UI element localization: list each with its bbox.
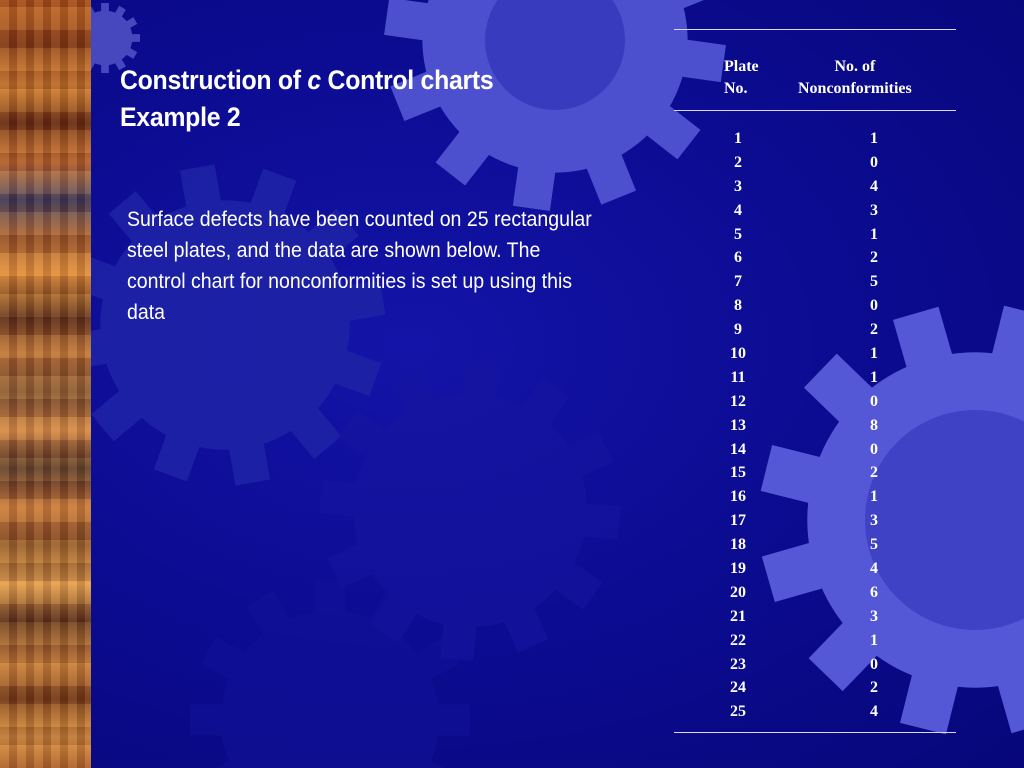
cell-nonconformities: 0: [870, 153, 878, 171]
table-row: [674, 199, 956, 223]
cell-nonconformities: 3: [870, 512, 878, 530]
slide-title: [120, 62, 493, 136]
table-row: [674, 151, 956, 175]
cell-plate-no: 23: [730, 655, 746, 673]
table-row: [674, 270, 956, 294]
table-row: [674, 461, 956, 485]
cell-nonconformities: 1: [870, 488, 878, 506]
cell-nonconformities: 2: [870, 464, 878, 482]
cell-plate-no: 5: [734, 225, 742, 243]
table-row: [674, 342, 956, 366]
cell-plate-no: 1: [734, 130, 742, 147]
cell-nonconformities: 1: [870, 368, 878, 386]
cell-plate-no: 17: [730, 512, 746, 530]
title-suffix: Control charts: [320, 65, 494, 95]
cell-nonconformities: 1: [870, 130, 878, 147]
cell-plate-no: 25: [730, 703, 746, 721]
table-body: [674, 111, 956, 732]
slide-title-line2: Example 2: [120, 102, 241, 132]
table-row: [674, 605, 956, 629]
cell-plate-no: 4: [734, 201, 742, 219]
header-count-line1: No. of: [834, 58, 876, 75]
cell-plate-no: 10: [730, 345, 746, 363]
cell-plate-no: 11: [730, 368, 746, 386]
cell-nonconformities: 5: [870, 536, 878, 554]
cell-nonconformities: 4: [870, 177, 878, 195]
cell-nonconformities: 1: [870, 631, 878, 649]
cell-plate-no: 13: [730, 416, 746, 434]
cell-nonconformities: 5: [870, 273, 878, 291]
table-row: [674, 318, 956, 342]
cell-nonconformities: 8: [870, 416, 878, 434]
table-row: [674, 509, 956, 533]
cell-nonconformities: 6: [870, 583, 878, 601]
header-plate-line2: No.: [724, 80, 748, 97]
cell-nonconformities: 2: [870, 679, 878, 697]
cell-plate-no: 9: [734, 321, 742, 339]
table-header: [674, 30, 956, 110]
table-row: [674, 246, 956, 270]
cell-plate-no: 19: [730, 560, 746, 578]
cell-plate-no: 12: [730, 392, 746, 410]
slide-title-line1: [120, 62, 493, 99]
cell-plate-no: 16: [730, 488, 746, 506]
cell-nonconformities: 0: [870, 392, 878, 410]
cell-nonconformities: 0: [870, 655, 878, 673]
cell-nonconformities: 2: [870, 321, 878, 339]
cell-nonconformities: 0: [870, 297, 878, 315]
data-table: [674, 29, 956, 733]
cell-plate-no: 21: [730, 607, 746, 625]
table-row: [674, 366, 956, 390]
table-row: [674, 629, 956, 653]
header-count-line2: Nonconformities: [798, 80, 912, 97]
decorative-side-strip: [0, 0, 91, 768]
table-row: [674, 390, 956, 414]
table-row: [674, 223, 956, 247]
cell-nonconformities: 2: [870, 249, 878, 267]
header-plate-no: [724, 56, 759, 100]
table-row: [674, 533, 956, 557]
header-plate-line1: Plate: [724, 58, 759, 75]
cell-plate-no: 7: [734, 273, 742, 291]
table-row: [674, 414, 956, 438]
cell-plate-no: 6: [734, 249, 742, 267]
table-row: [674, 294, 956, 318]
cell-nonconformities: 0: [870, 440, 878, 458]
table-row: [674, 127, 956, 151]
header-nonconformities: [798, 56, 912, 100]
cell-nonconformities: 4: [870, 703, 878, 721]
cell-nonconformities: 1: [870, 345, 878, 363]
title-prefix: Construction of: [120, 65, 308, 95]
table-row: [674, 700, 956, 724]
table-row: [674, 438, 956, 462]
cell-plate-no: 15: [730, 464, 746, 482]
table-row: [674, 676, 956, 700]
cell-plate-no: 2: [734, 153, 742, 171]
cell-plate-no: 20: [730, 583, 746, 601]
cell-plate-no: 24: [730, 679, 746, 697]
cell-plate-no: 14: [730, 440, 746, 458]
cell-nonconformities: 3: [870, 607, 878, 625]
slide-body-text: Surface defects have been counted on 25 rectangular steel plates, and the data are shown below. The control chart for nonconformities is set up using this data: [127, 208, 592, 324]
cell-nonconformities: 4: [870, 560, 878, 578]
title-italic-c: c: [307, 65, 321, 95]
cell-plate-no: 8: [734, 297, 742, 315]
table-row: [674, 581, 956, 605]
cell-plate-no: 22: [730, 631, 746, 649]
cell-nonconformities: 1: [870, 225, 878, 243]
table-row: [674, 557, 956, 581]
table-row: [674, 485, 956, 509]
cell-plate-no: 3: [734, 177, 742, 195]
cell-nonconformities: 3: [870, 201, 878, 219]
cell-plate-no: 18: [730, 536, 746, 554]
table-row: [674, 175, 956, 199]
table-bottom-rule: [674, 732, 956, 733]
table-row: [674, 653, 956, 677]
